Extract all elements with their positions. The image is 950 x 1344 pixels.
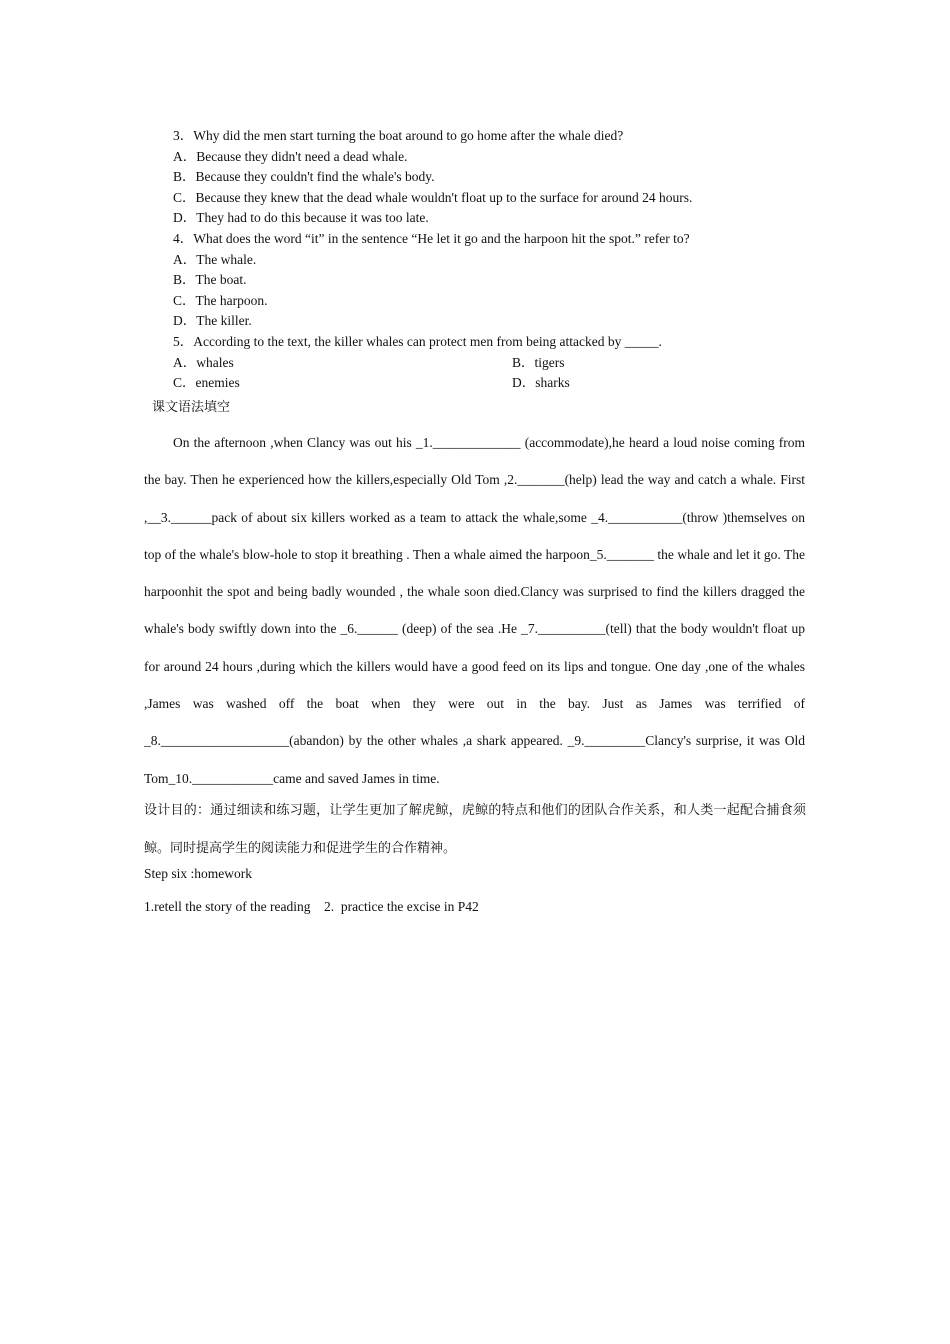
question-4-stem: 4．What does the word “it” in the sentence “He let it go and the harpoon hit the spot.” refer to? [173,231,690,246]
question-5-option-a: A．whales [173,355,234,370]
question-4-option-d: D．The killer. [173,313,252,328]
question-4-option-a: A．The whale. [173,252,257,267]
question-3-option-c: C．Because they knew that the dead whale wouldn't float up to the surface for around 24 hours. [173,190,693,205]
cloze-heading: 课文语法填空 [152,400,231,415]
question-5-options-row-2 [173,371,813,391]
question-3-option-d: D．They had to do this because it was too late. [173,210,429,225]
question-3-stem: 3．Why did the men start turning the boat around to go home after the whale died? [173,128,624,143]
design-purpose: 设计目的：通过细读和练习题，让学生更加了解虎鲸，虎鲸的特点和他们的团队合作关系，和人类一起配合捕食须鲸。同时提高学生的阅读能力和促进学生的合作精神。 [144,803,806,856]
cloze-passage: On the afternoon ,when Clancy was out his _1._____________ (accommodate),he heard a loud noise coming from the bay. Then he experienced how the killers,especially Old Tom ,2._______(help) lead the way and catch a whale. First ,__3.______pack of about six killers worked as a team to attack the whale,some _4.___________(throw )themselves on top of the whale's blow-hole to stop it breathing . Then a whale aimed the harpoon_5._______ the whale and let it go. The harpoonhit the spot and being badly wounded , the whale soon died.Clancy was surprised to find the killers dragged the whale's body swiftly down into the _6.______ (deep) of the sea .He _7.__________(tell) that the body wouldn't float up for around 24 hours ,during which the killers would have a good feed on its lips and tongue. One day ,one of the whales ,James was washed off the boat when they were out in the bay. Just as James was terrified of _8.___________________(abandon) by the other whales ,a shark appeared. _9._________Clancy's surprise, it was Old Tom_10.____________came and saved James in time. [144,435,805,786]
question-5-option-b: B．tigers [512,355,565,370]
question-3-option-b: B．Because they couldn't find the whale's body. [173,169,435,184]
question-3-option-a: A．Because they didn't need a dead whale. [173,149,408,164]
question-5-option-d: D．sharks [512,375,570,390]
question-5-options-row-1 [173,351,813,371]
question-4-option-b: B．The boat. [173,272,247,287]
question-5-stem: 5．According to the text, the killer whales can protect men from being attacked by _____. [173,334,662,349]
homework-text: 1.retell the story of the reading 2. practice the excise in P42 [144,899,479,914]
question-4-option-c: C．The harpoon. [173,293,268,308]
question-5-option-c: C．enemies [173,375,240,390]
step-title: Step six :homework [144,866,252,881]
